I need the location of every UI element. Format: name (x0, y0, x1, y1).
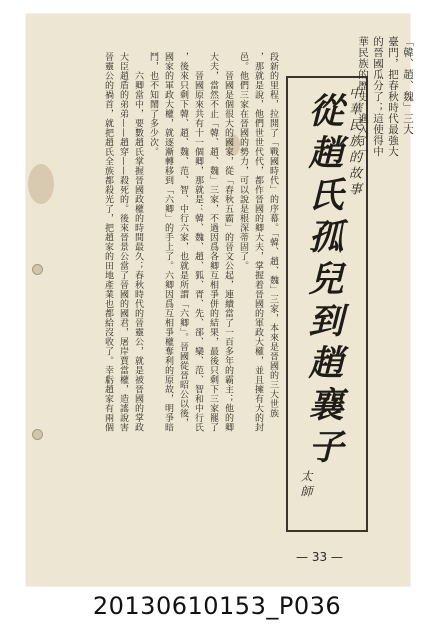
text-column: 晉靈公的禍首，就把趙氏全族都殺光了，把趙家的田地產業也都給沒收了。幸虧趙家有兩個 (103, 52, 113, 432)
series-title: 中華民族的故事 (346, 86, 361, 198)
text-column: ，那就是說，他們世世代代，都作晉國的卿大夫，掌握着晉國的軍政大權，並且擁有大的封 (253, 52, 263, 432)
text-column: 「韓、趙、魏」三大 (402, 36, 414, 135)
text-column: 邑。他們三家在晉國的勢力，可以說是根深蒂固了。 (238, 52, 248, 271)
text-column: 大夫，當然不止「韓、趙、魏」三家，不過因爲各卿互相爭併的結果，最後只剩下三家罷了 (208, 52, 218, 432)
author-name: 太師 (299, 470, 313, 500)
text-column: 的晉國瓜分了；這使得中 (372, 36, 384, 157)
binding-hole (32, 264, 43, 275)
text-column: 晉國是個很大的國家，從「春秋五霸」的晉文公起，連續當了一百多年的霸主；他的卿 (223, 52, 233, 432)
text-column: 臺門，把春秋時代最強大 (387, 36, 399, 157)
archive-caption: 20130610153_P036 (92, 592, 342, 620)
paper-stain (28, 164, 54, 204)
binding-hole (32, 429, 43, 440)
main-title: 從趙氏孤兒到趙襄子 (303, 92, 344, 470)
text-column: 華民族的歷史，進入了一 (357, 36, 369, 157)
text-column: 段新的里程，拉開了「戰國時代」的序幕。「韓、趙、魏」三家，本來是晉國的三大世族 (268, 52, 278, 418)
text-column: 大臣趙盾的弟弟——趙穿——殺死的。後來晉景公當了晉國的國君，屠岸賈當權，造謠說害 (118, 52, 128, 432)
text-column: 鬥，也不知鬧了多少次。 (148, 52, 158, 157)
text-column: 六卿當中，要數趙氏掌握晉國政權的時間最久；春秋時代的晉靈公，就是被晉國的掌政 (133, 52, 143, 432)
text-column: ，後來只剩下韓、趙、魏、范、智、中行六家，也就是所謂「六卿」。晉國從晉昭公以後， (178, 52, 188, 428)
text-column: 晉國原來共有十一個卿，那就是：韓、魏、趙、狐、胥、先、郤、欒、范、智和中行氏 (193, 52, 203, 432)
text-column: 國家的軍政大權，就逐漸轉移到「六卿」的手上了。六卿因爲互相爭權奪利的原故，明爭暗 (163, 52, 173, 432)
page-number: — 33 — (296, 550, 343, 564)
